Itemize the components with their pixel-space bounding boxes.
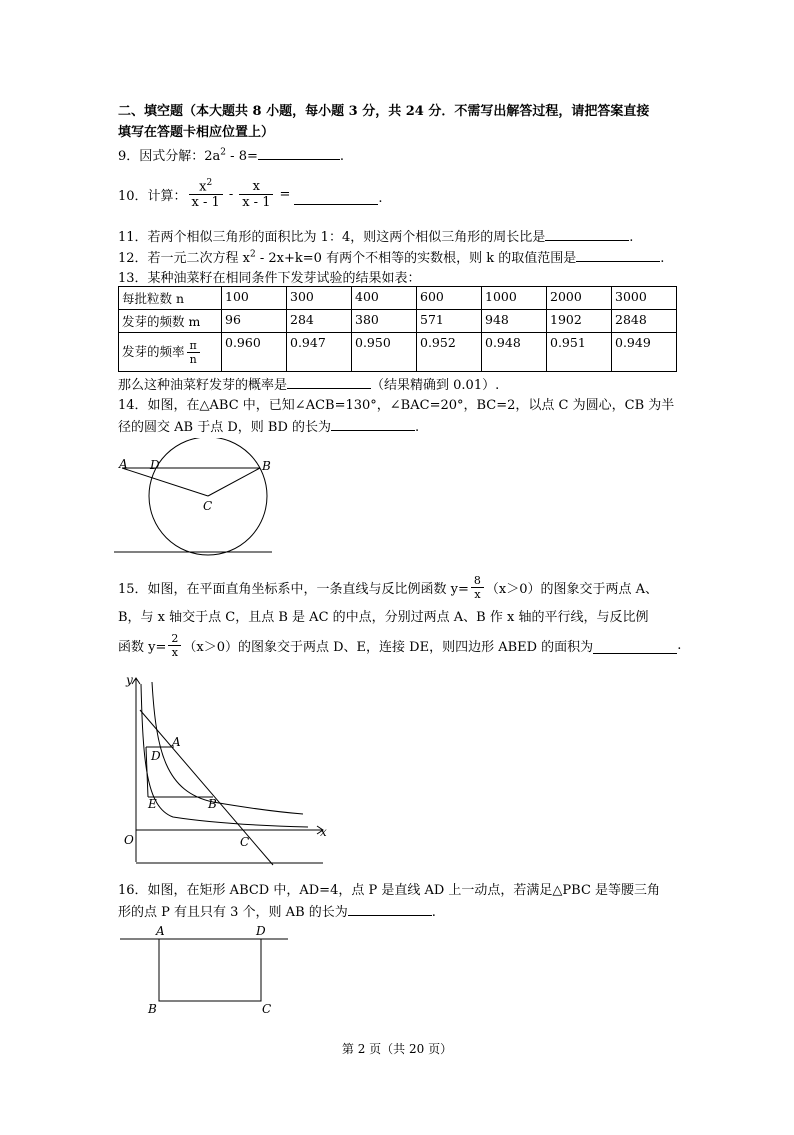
q9-end: . <box>339 149 344 164</box>
q16-label-a: A <box>156 924 165 938</box>
cell-rate-4: 0.948 <box>482 333 547 372</box>
q14-segment-bc <box>208 468 260 496</box>
q9-exponent: 2 <box>220 147 227 158</box>
q10-end: . <box>378 190 383 206</box>
q15-l1-a: 15．如图，在平面直角坐标系中，一条直线与反比例函数 y= <box>118 581 469 597</box>
q16-answer-blank[interactable] <box>348 902 432 916</box>
q14-label-c: C <box>203 499 213 513</box>
q9-rest: - 8= <box>226 149 258 164</box>
cell-m-2: 380 <box>352 310 417 333</box>
question-9 <box>118 145 344 164</box>
cell-rate-0: 0.960 <box>222 333 287 372</box>
q11-answer-blank[interactable] <box>545 227 629 241</box>
q15-label-a: A <box>172 735 181 749</box>
q10-fraction-2 <box>239 179 273 210</box>
q13-after-a: 那么这种油菜籽发芽的概率是 <box>118 378 288 393</box>
q10-f1-numerator: x <box>199 179 207 195</box>
cell-n-3: 600 <box>417 287 482 310</box>
germination-table <box>118 286 677 372</box>
q15-f2-numerator: 2 <box>171 631 179 645</box>
cell-n-1: 300 <box>287 287 352 310</box>
q14-circle <box>149 438 267 555</box>
q14-label-b: B <box>262 459 271 473</box>
q10-f2-denominator: x - 1 <box>239 194 273 210</box>
q13-answer-blank[interactable] <box>287 375 371 389</box>
q14-line2-text: 径的圆交 AB 于点 D，则 BD 的长为 <box>118 420 332 435</box>
cell-n-2: 400 <box>352 287 417 310</box>
q16-line2 <box>118 901 436 920</box>
q15-figure <box>118 672 333 868</box>
cell-n-5: 2000 <box>547 287 612 310</box>
table-row-m <box>119 310 677 333</box>
q14-answer-blank[interactable] <box>331 417 415 431</box>
q13-after <box>118 374 499 393</box>
q13-intro: 13．某种油菜籽在相同条件下发芽试验的结果如表： <box>118 271 421 286</box>
q15-line2: B，与 x 轴交于点 C，且点 B 是 AC 的中点，分别过两点 A、B 作 x 轴的平行线，与反比例 <box>118 610 649 625</box>
table-row-rate <box>119 333 677 372</box>
q15-fraction-2 <box>168 632 181 659</box>
question-10 <box>118 173 383 215</box>
q14-label-a: A <box>119 457 128 471</box>
question-12 <box>118 247 664 266</box>
q15-label-y: y <box>126 673 133 687</box>
q15-line-ac <box>140 710 273 865</box>
cell-rate-6: 0.949 <box>612 333 677 372</box>
cell-m-6: 2848 <box>612 310 677 333</box>
page-footer: 第 2 页（共 20 页） <box>341 1042 453 1056</box>
q15-fraction-1 <box>471 574 484 601</box>
q15-label-d: D <box>151 749 161 763</box>
q14-line1: 14．如图，在△ABC 中，已知∠ACB=130°，∠BAC=20°，BC=2，以点 C 为圆心，CB 为半 <box>118 398 675 413</box>
q12-answer-blank[interactable] <box>576 248 660 262</box>
q15-f1-denominator: x <box>471 587 484 601</box>
question-11 <box>118 226 633 245</box>
q10-answer-blank[interactable] <box>294 191 378 205</box>
q15-answer-blank[interactable] <box>593 640 677 654</box>
cell-rate-5: 0.951 <box>547 333 612 372</box>
cell-m-0: 96 <box>222 310 287 333</box>
q15-label-c: C <box>240 835 250 849</box>
q13-after-b: （结果精确到 0.01）. <box>371 378 500 393</box>
cell-rate-1: 0.947 <box>287 333 352 372</box>
q15-label-x: x <box>320 825 327 839</box>
q10-equals: = <box>279 186 291 202</box>
q15-label-b: B <box>208 797 217 811</box>
q16-rectangle <box>159 939 261 1001</box>
section-title-line1: 二、填空题（本大题共 8 小题，每小题 3 分，共 24 分．不需写出解答过程，请把答案直接 <box>118 104 650 119</box>
q15-segment-de <box>146 747 148 797</box>
cell-rate-2: 0.950 <box>352 333 417 372</box>
q15-f1-numerator: 8 <box>473 573 481 587</box>
q16-label-c: C <box>262 1002 272 1016</box>
rate-label: 发芽的频率 <box>122 343 185 359</box>
rate-denominator: n <box>187 352 200 366</box>
q16-figure <box>118 922 293 1022</box>
q16-line1: 16．如图，在矩形 ABCD 中，AD=4，点 P 是直线 AD 上一动点，若满足△PBC 是等腰三角 <box>118 883 661 898</box>
row-label-rate <box>119 333 222 372</box>
table-row-n <box>119 287 677 310</box>
q15-end: . <box>677 637 682 653</box>
q12-end: . <box>660 251 665 266</box>
section-title-line2: 填写在答题卡相应位置上） <box>118 125 275 140</box>
row-label-m: 发芽的频数 m <box>119 310 222 333</box>
q16-label-b: B <box>148 1002 157 1016</box>
q10-f1-exponent: 2 <box>206 177 213 188</box>
cell-n-4: 1000 <box>482 287 547 310</box>
q15-curve-y2x <box>141 684 308 827</box>
q15-f2-denominator: x <box>168 645 181 659</box>
cell-m-3: 571 <box>417 310 482 333</box>
row-label-n: 每批粒数 n <box>119 287 222 310</box>
q12-text-b: - 2x+k=0 有两个不相等的实数根，则 k 的取值范围是 <box>255 251 577 266</box>
q15-l1-b: （x＞0）的图象交于两点 A、 <box>485 581 659 597</box>
rate-fraction <box>187 339 200 366</box>
q14-end: . <box>415 420 420 435</box>
q10-fraction-1 <box>189 178 223 210</box>
q15-l3-a: 函数 y= <box>118 639 167 655</box>
q9-label: 9．因式分解：2a <box>118 149 221 164</box>
q10-minus: - <box>228 186 234 202</box>
q14-figure <box>110 438 285 558</box>
q14-label-d: D <box>150 458 160 472</box>
q15-label-e: E <box>148 797 157 811</box>
q12-text-a: 12．若一元二次方程 x <box>118 251 251 266</box>
q16-line2-text: 形的点 P 有且只有 3 个，则 AB 的长为 <box>118 905 348 920</box>
cell-rate-3: 0.952 <box>417 333 482 372</box>
cell-n-0: 100 <box>222 287 287 310</box>
q16-label-d: D <box>256 924 266 938</box>
q14-segment-ac <box>122 468 208 496</box>
q15-l3-b: （x＞0）的图象交于两点 D、E，连接 DE，则四边形 ABED 的面积为 <box>183 639 594 655</box>
q11-end: . <box>629 230 634 245</box>
q16-end: . <box>431 905 436 920</box>
cell-m-4: 948 <box>482 310 547 333</box>
q12-exponent: 2 <box>250 249 256 260</box>
q10-f1-denominator: x - 1 <box>189 194 223 210</box>
q15-line3 <box>118 627 681 663</box>
q10-label: 10．计算： <box>118 188 187 204</box>
q9-answer-blank[interactable] <box>258 146 340 160</box>
q15-line1 <box>118 569 658 605</box>
cell-n-6: 3000 <box>612 287 677 310</box>
cell-m-5: 1902 <box>547 310 612 333</box>
q15-label-o: O <box>124 833 134 847</box>
q14-line2 <box>118 416 419 435</box>
q11-text: 11．若两个相似三角形的面积比为 1：4，则这两个相似三角形的周长比是 <box>118 230 546 245</box>
rate-numerator: π <box>189 338 197 352</box>
cell-m-1: 284 <box>287 310 352 333</box>
q10-f2-numerator: x <box>252 178 261 194</box>
